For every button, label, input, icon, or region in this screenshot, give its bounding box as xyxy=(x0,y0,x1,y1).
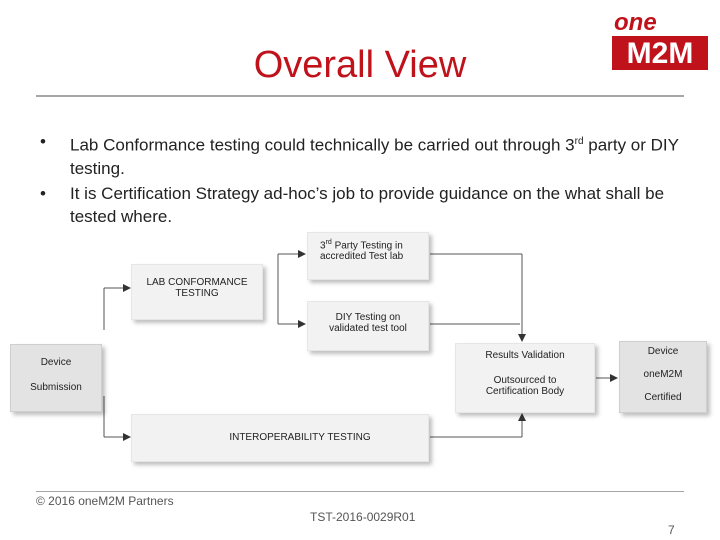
lab-conformance-label: LAB CONFORMANCE xyxy=(146,277,248,288)
bullet-text-continued: party or DIY testing. xyxy=(70,135,679,178)
diy-testing-box xyxy=(307,301,429,351)
onem2m-logo-graphic xyxy=(610,8,710,72)
bullet-marker: • xyxy=(40,132,46,151)
device-submission-label: Device xyxy=(40,357,72,368)
bullet-item xyxy=(36,130,696,180)
certification-flow-diagram xyxy=(0,220,720,480)
svg-text:M2M: M2M xyxy=(626,37,694,70)
diy-testing-label: DIY Testing on xyxy=(335,312,401,323)
certification-body-label: Certification Body xyxy=(485,386,565,397)
bullet-text: It is Certification Strategy ad-hoc’s job to provide guidance on the what shall be tested where. xyxy=(70,183,665,226)
third-party-label-2: accredited Test lab xyxy=(320,251,404,263)
certified-label: Certified xyxy=(644,392,682,403)
footer-copyright: © 2016 oneM2M Partners xyxy=(36,494,174,508)
lab-conformance-label-2: TESTING xyxy=(175,288,219,299)
bullet-superscript: rd xyxy=(574,136,584,147)
third-party-label xyxy=(320,239,428,251)
device-certified-box xyxy=(619,341,707,413)
third-party-superscript: rd xyxy=(325,239,332,246)
bullet-list xyxy=(36,130,696,230)
device-submission-label-2: Submission xyxy=(30,382,82,393)
third-party-testing-box xyxy=(307,232,429,280)
onem2m-label: oneM2M xyxy=(643,369,683,380)
lab-conformance-box xyxy=(131,264,263,320)
third-party-number: 3 xyxy=(320,240,326,252)
svg-text:one: one xyxy=(614,9,657,36)
results-validation-label: Results Validation xyxy=(485,350,565,361)
footer-document-reference: TST-2016-0029R01 xyxy=(310,510,416,524)
page-number: 7 xyxy=(668,523,675,537)
footer-divider xyxy=(36,491,684,492)
bullet-marker: • xyxy=(40,183,46,203)
bullet-text: Lab Conformance testing could technically be carried out through 3 xyxy=(70,135,575,155)
outsourced-label: Outsourced to xyxy=(493,375,557,386)
diy-testing-label-2: validated test tool xyxy=(329,323,407,334)
slide-title: Overall View xyxy=(253,44,467,86)
interoperability-testing-box xyxy=(131,414,429,462)
interoperability-label: INTEROPERABILITY TESTING xyxy=(229,432,371,443)
results-validation-box xyxy=(455,343,595,413)
device-certified-label: Device xyxy=(647,346,679,357)
third-party-label-text: Party Testing in xyxy=(331,240,403,252)
title-divider xyxy=(36,95,684,97)
device-submission-box xyxy=(10,344,102,412)
onem2m-logo xyxy=(610,8,710,72)
